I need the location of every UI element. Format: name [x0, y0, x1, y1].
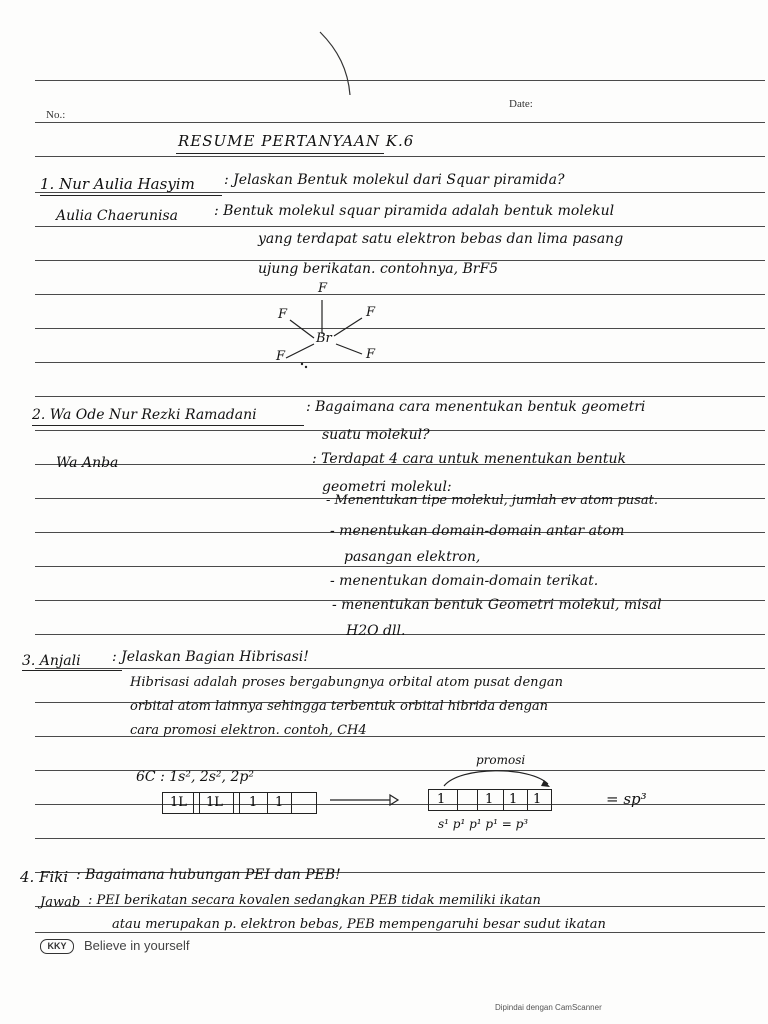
q3-question: : Jelaskan Bagian Hibrisasi!	[112, 649, 309, 665]
promosi-arc	[440, 760, 560, 790]
box-divider	[233, 793, 234, 813]
q2-asker: 2. Wa Ode Nur Rezki Ramadani	[32, 407, 257, 423]
hybrid-result: = sp³	[606, 790, 647, 808]
q3-answer-line3: cara promosi elektron. contoh, CH4	[130, 723, 367, 738]
arrow-icon	[330, 790, 400, 810]
orbital-px: 1	[485, 792, 494, 807]
ruled-line	[35, 668, 765, 669]
ruled-line	[35, 156, 765, 157]
q2-step4a: - menentukan bentuk Geometri molekul, misal	[332, 597, 662, 613]
ruled-line	[35, 226, 765, 227]
q2-step1: - Menentukan tipe molekul, jumlah ev atom pusat.	[326, 493, 658, 508]
q1-asker: 1. Nur Aulia Hasyim	[40, 175, 195, 193]
brf5-structure	[262, 278, 402, 378]
q1-answer-line3: ujung berikatan. contohnya, BrF5	[258, 261, 499, 277]
ruled-line	[35, 932, 765, 933]
q2-question-line2: suatu molekul?	[322, 427, 430, 443]
orbital-py: 1	[509, 792, 518, 807]
ruled-line	[35, 122, 765, 123]
orbital-s: 1	[437, 792, 446, 807]
atom-f-bottom-right: F	[366, 347, 376, 362]
q2-answerer: Wa Anba	[56, 455, 119, 471]
q1-question: : Jelaskan Bentuk molekul dari Squar piramida?	[224, 172, 565, 188]
q4-asker: 4. Fiki	[20, 868, 69, 886]
q3-answer-line1: Hibrisasi adalah proses bergabungnya orbital atom pusat dengan	[130, 675, 563, 690]
q2-answer-line2: geometri molekul:	[322, 479, 452, 495]
q4-answer-label: Jawab	[40, 895, 81, 910]
ruled-line	[35, 566, 765, 567]
pen-stroke	[300, 20, 360, 100]
q3-answer-line2: orbital atom lainnya sehingga terbentuk orbital hibrida dengan	[130, 699, 549, 714]
box-divider	[457, 790, 458, 810]
box-divider	[503, 790, 504, 810]
q4-question: : Bagaimana hubungan PEI dan PEB!	[76, 867, 341, 883]
q1-answerer: Aulia Chaerunisa	[56, 208, 178, 224]
box-divider	[193, 793, 194, 813]
atom-f-right: F	[366, 305, 376, 320]
orbital-2s: 1L	[206, 795, 223, 810]
q2-question-line1: : Bagaimana cara menentukan bentuk geometri	[306, 399, 646, 415]
atom-br: Br	[316, 331, 332, 346]
ruled-line	[35, 80, 765, 81]
orbital-2px: 1	[249, 795, 258, 810]
box-divider	[199, 793, 200, 813]
ruled-line	[35, 838, 765, 839]
title-underline	[176, 153, 384, 154]
atom-f-bottom-left: F	[276, 349, 286, 364]
page-title: RESUME PERTANYAAN K.6	[178, 132, 415, 150]
q3-asker-underline	[22, 670, 122, 671]
brand-logo: KKY	[40, 939, 74, 954]
date-label: Date:	[509, 98, 533, 110]
q3-asker: 3. Anjali	[22, 653, 81, 669]
box-divider	[291, 793, 292, 813]
q4-answer-line2: atau merupakan p. elektron bebas, PEB mempengaruhi besar sudut ikatan	[112, 917, 606, 932]
orbital-2py: 1	[275, 795, 284, 810]
footer-tagline: Believe in yourself	[84, 938, 190, 953]
q2-step4b: H2O dll.	[346, 623, 406, 639]
atom-f-left: F	[278, 307, 288, 322]
no-label: No.:	[46, 109, 66, 121]
q2-asker-underline	[32, 425, 304, 426]
orbital-boxes-excited	[428, 789, 552, 811]
box-divider	[477, 790, 478, 810]
ruled-line	[35, 804, 765, 805]
box-divider	[267, 793, 268, 813]
q1-answer-line2: yang terdapat satu elektron bebas dan lima pasang	[258, 231, 624, 247]
q1-asker-underline	[40, 195, 222, 196]
q4-answer-line1: : PEI berikatan secara kovalen sedangkan PEB tidak memiliki ikatan	[88, 893, 541, 908]
orbital-labels: s¹ p¹ p¹ p¹ = p³	[438, 817, 529, 831]
atom-f-top: F	[318, 281, 328, 296]
q2-step2a: - menentukan domain-domain antar atom	[330, 523, 625, 539]
q2-answer-line1: : Terdapat 4 cara untuk menentukan bentuk	[312, 451, 626, 467]
q2-step3: - menentukan domain-domain terikat.	[330, 573, 599, 589]
orbital-pz: 1	[533, 792, 542, 807]
promosi-label: promosi	[476, 753, 526, 767]
orbital-1s: 1L	[170, 795, 187, 810]
ruled-line	[35, 396, 765, 397]
electron-config: 6C : 1s², 2s², 2p²	[136, 769, 254, 785]
q2-step2b: pasangan elektron,	[344, 549, 481, 565]
q1-answer-line1: : Bentuk molekul squar piramida adalah bentuk molekul	[214, 203, 615, 219]
scanner-watermark: Dipindai dengan CamScanner	[495, 1003, 602, 1012]
box-divider	[527, 790, 528, 810]
orbital-boxes-ground	[162, 792, 317, 814]
box-divider	[239, 793, 240, 813]
